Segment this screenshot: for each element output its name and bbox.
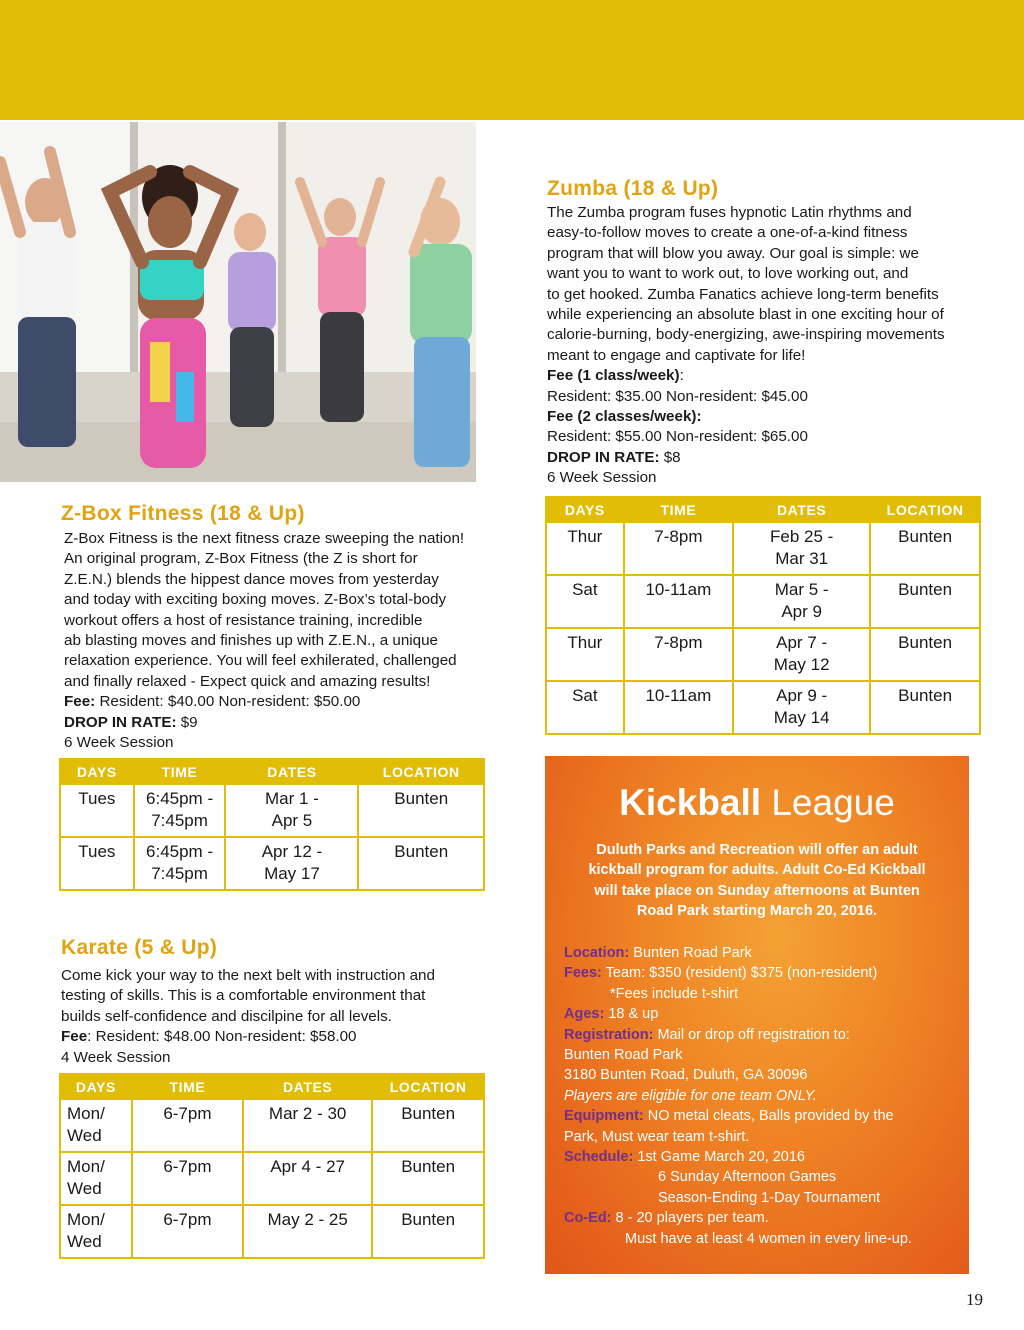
cell-dates (733, 628, 870, 681)
cell-dates (225, 784, 358, 837)
location-label: Location: (564, 945, 630, 961)
cell-dates (225, 837, 358, 890)
text-line: and finally relaxed - Expect quick and amazing results! (64, 672, 431, 690)
registration-value: Mail or drop off registration to: (653, 1026, 850, 1043)
equipment-value: NO metal cleats, Balls provided by the (643, 1108, 894, 1125)
day-line: Mon/ (67, 1210, 105, 1229)
table-row (60, 1099, 484, 1152)
table-row (546, 522, 980, 575)
kickball-ages (564, 1004, 964, 1024)
date-line: Apr 9 - (776, 686, 828, 705)
col-days: DAYS (60, 1074, 132, 1099)
header-band (0, 0, 1024, 120)
kickball-schedule-line2: 6 Sunday Afternoon Games (658, 1169, 837, 1186)
zbox-description (64, 529, 494, 753)
cell-day: Tues (60, 784, 134, 837)
text-line: Z-Box Fitness is the next fitness craze sweeping the nation! (64, 530, 465, 547)
karate-description (61, 966, 491, 1068)
text-line: testing of skills. This is a comfortable environment that (61, 987, 426, 1005)
text-line: ab blasting moves and finishes up with Z.E.N., a unique (64, 632, 438, 650)
date-line: Mar 31 (775, 549, 829, 568)
date-line: Feb 25 - (770, 527, 834, 546)
text-line: calorie-burning, body-energizing, awe-inspiring movements (547, 326, 945, 344)
zbox-schedule-table (59, 758, 485, 891)
text-line: want you to want to work out, to love working out, and (547, 265, 909, 283)
time-line: 6:45pm - (146, 842, 214, 861)
cell-day: Tues (60, 837, 134, 890)
zumba-description (547, 203, 977, 489)
kickball-address-line1: Bunten Road Park (564, 1047, 683, 1064)
zumba-session: 6 Week Session (547, 469, 657, 487)
fee-label: Fee (61, 1028, 88, 1046)
day-line: Wed (67, 1232, 102, 1251)
text-line: Come kick your way to the next belt with instruction and (61, 967, 435, 984)
cell-location: Bunten (372, 1099, 484, 1152)
col-location: LOCATION (372, 1074, 484, 1099)
fee-label: Fee: (64, 693, 96, 711)
cell-day: Thur (546, 628, 624, 681)
kickball-address-line2: 3180 Bunten Road, Duluth, GA 30096 (564, 1067, 808, 1084)
cell-dates (733, 575, 870, 628)
cell-day: Sat (546, 575, 624, 628)
text-line: will take place on Sunday afternoons at Bunten (594, 882, 920, 899)
kickball-location (564, 943, 964, 963)
date-line: May 14 (773, 708, 830, 727)
drop-in-label: DROP IN RATE: (547, 448, 660, 466)
col-dates: DATES (733, 497, 870, 522)
text-line: program that will blow you away. Our goal is simple: we (547, 244, 919, 262)
table-header-row (60, 1074, 484, 1099)
cell-time: 10-11am (624, 681, 733, 734)
text-line: workout offers a host of resistance training, incredible (64, 611, 423, 629)
text-line: The Zumba program fuses hypnotic Latin rhythms and (547, 204, 912, 221)
kickball-details (564, 943, 964, 1249)
karate-session: 4 Week Session (61, 1048, 171, 1066)
karate-fee (61, 1027, 491, 1047)
cell-location: Bunten (358, 784, 484, 837)
table-header-row (60, 759, 484, 784)
col-dates: DATES (243, 1074, 372, 1099)
table-row (546, 681, 980, 734)
drop-in-label: DROP IN RATE: (64, 713, 177, 731)
text-line: Road Park starting March 20, 2016. (636, 903, 878, 920)
col-days: DAYS (60, 759, 134, 784)
text-line: builds self-confidence and discilpine for all levels. (61, 1007, 392, 1025)
cell-dates: Mar 2 - 30 (243, 1099, 372, 1152)
text-line: An original program, Z-Box Fitness (the Z is short for (64, 550, 418, 568)
kickball-eligibility: Players are eligible for one team ONLY. (564, 1087, 817, 1104)
cell-time: 6-7pm (132, 1099, 243, 1152)
col-dates: DATES (225, 759, 358, 784)
day-line: Mon/ (67, 1104, 105, 1123)
cell-location: Bunten (870, 628, 980, 681)
cell-time: 7-8pm (624, 522, 733, 575)
cell-location: Bunten (870, 575, 980, 628)
kickball-title (545, 782, 969, 824)
text-line: while experiencing an absolute blast in one exciting hour of (547, 306, 944, 324)
zbox-title: Z-Box Fitness (18 & Up) (61, 502, 305, 525)
cell-time: 6-7pm (132, 1152, 243, 1205)
fee-value: : Resident: $48.00 Non-resident: $58.00 (87, 1028, 357, 1046)
kickball-intro (559, 840, 955, 922)
zbox-fee (64, 692, 494, 712)
kickball-coed (564, 1208, 964, 1228)
table-row (546, 575, 980, 628)
text-line: meant to engage and captivate for life! (547, 346, 806, 364)
equipment-label: Equipment: (564, 1108, 644, 1125)
fees-label: Fees: (564, 965, 602, 982)
coed-label: Co-Ed: (564, 1210, 612, 1227)
cell-location: Bunten (870, 681, 980, 734)
table-row (60, 837, 484, 890)
date-line: Mar 1 - (265, 789, 319, 808)
kickball-title-light: League (761, 782, 895, 823)
table-row (546, 628, 980, 681)
col-time: TIME (132, 1074, 243, 1099)
zumba-fee1-label-line (547, 366, 977, 386)
text-line: relaxation experience. You will feel exhilerated, challenged (64, 652, 457, 670)
day-line: Mon/ (67, 1157, 105, 1176)
kickball-schedule-line3: Season-Ending 1-Day Tournament (658, 1189, 881, 1206)
kickball-coed-line2: Must have at least 4 women in every line-up. (625, 1230, 912, 1247)
cell-day (60, 1099, 132, 1152)
col-time: TIME (134, 759, 226, 784)
zumba-drop-in-rate (547, 448, 977, 468)
page-number: 19 (966, 1290, 983, 1309)
fee-value: Resident: $40.00 Non-resident: $50.00 (95, 693, 361, 711)
fees-value: Team: $350 (resident) $375 (non-resident) (601, 965, 878, 982)
table-row (60, 1205, 484, 1258)
day-line: Wed (67, 1126, 102, 1145)
kickball-equipment-cont: Park, Must wear team t-shirt. (564, 1128, 750, 1145)
kickball-equipment (564, 1106, 964, 1126)
kickball-panel (545, 756, 969, 1274)
date-line: Apr 9 (781, 602, 822, 621)
text-line: kickball program for adults. Adult Co-Ed Kickball (588, 862, 926, 879)
fitness-class-photo (0, 122, 476, 482)
col-location: LOCATION (358, 759, 484, 784)
text-line: Duluth Parks and Recreation will offer an adult (596, 842, 918, 858)
date-line: Apr 12 - (261, 842, 323, 861)
cell-location: Bunten (372, 1205, 484, 1258)
date-line: May 12 (773, 655, 830, 674)
date-line: May 17 (264, 864, 320, 883)
col-days: DAYS (546, 497, 624, 522)
day-line: Wed (67, 1179, 102, 1198)
time-line: 7:45pm (151, 811, 208, 830)
kickball-registration (564, 1025, 964, 1045)
col-time: TIME (624, 497, 733, 522)
drop-in-value: $8 (659, 448, 681, 466)
drop-in-value: $9 (176, 713, 198, 731)
cell-time (134, 784, 226, 837)
cell-time: 10-11am (624, 575, 733, 628)
zumba-fee2-label: Fee (2 classes/week): (547, 408, 702, 426)
karate-title: Karate (5 & Up) (61, 936, 218, 959)
time-line: 6:45pm - (146, 789, 214, 808)
table-row (60, 1152, 484, 1205)
schedule-value: 1st Game March 20, 2016 (633, 1149, 805, 1166)
kickball-fees-note: *Fees include t-shirt (610, 985, 739, 1002)
fee-label: Fee (1 class/week) (547, 367, 680, 385)
ages-label: Ages: (564, 1006, 605, 1023)
text-line: to get hooked. Zumba Fanatics achieve long-term benefits (547, 285, 939, 303)
zumba-fee2-value: Resident: $55.00 Non-resident: $65.00 (547, 428, 808, 446)
location-value: Bunten Road Park (629, 945, 752, 961)
zbox-drop-in-rate (64, 713, 494, 733)
cell-day: Thur (546, 522, 624, 575)
kickball-schedule (564, 1147, 964, 1167)
text-line: and today with exciting boxing moves. Z-Box’s total-body (64, 591, 447, 609)
cell-day (60, 1205, 132, 1258)
cell-location: Bunten (870, 522, 980, 575)
cell-day: Sat (546, 681, 624, 734)
cell-dates: Apr 4 - 27 (243, 1152, 372, 1205)
cell-location: Bunten (372, 1152, 484, 1205)
table-row (60, 784, 484, 837)
schedule-label: Schedule: (564, 1149, 634, 1166)
zumba-title: Zumba (18 & Up) (547, 177, 719, 200)
time-line: 7:45pm (151, 864, 208, 883)
cell-dates (733, 522, 870, 575)
kickball-title-bold: Kickball (619, 782, 762, 823)
cell-dates: May 2 - 25 (243, 1205, 372, 1258)
fee-suffix: : (679, 367, 684, 385)
cell-time: 6-7pm (132, 1205, 243, 1258)
kickball-fees (564, 963, 964, 983)
zbox-session: 6 Week Session (64, 734, 174, 752)
text-line: Z.E.N.) blends the hippest dance moves from yesterday (64, 570, 439, 588)
registration-label: Registration: (564, 1026, 654, 1043)
ages-value: 18 & up (604, 1006, 659, 1023)
col-location: LOCATION (870, 497, 980, 522)
cell-time (134, 837, 226, 890)
karate-schedule-table (59, 1073, 485, 1259)
coed-value: 8 - 20 players per team. (611, 1210, 769, 1227)
cell-dates (733, 681, 870, 734)
table-header-row (546, 497, 980, 522)
date-line: Apr 7 - (776, 633, 828, 652)
cell-time: 7-8pm (624, 628, 733, 681)
date-line: Apr 5 (271, 811, 313, 830)
cell-day (60, 1152, 132, 1205)
text-line: easy-to-follow moves to create a one-of-a-kind fitness (547, 224, 908, 242)
zumba-fee1-value: Resident: $35.00 Non-resident: $45.00 (547, 387, 808, 405)
zumba-schedule-table (545, 496, 981, 735)
cell-location: Bunten (358, 837, 484, 890)
date-line: Mar 5 - (774, 580, 829, 599)
